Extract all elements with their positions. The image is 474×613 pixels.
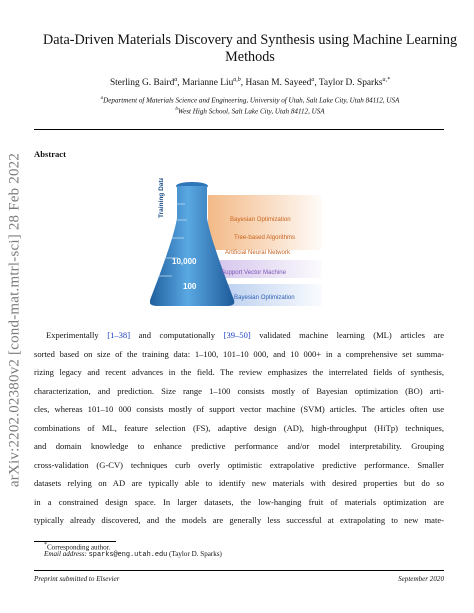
affiliation-sup: b [175, 107, 178, 113]
flask-figure [150, 178, 322, 308]
abstract-text: cross-validation (G-CV) techniques curb overly optimistic extrapolative predictive performance. Smaller [34, 459, 444, 470]
affiliation-text: West High School, Salt Lake City, Utah 84112, USA [177, 107, 325, 116]
flask-label-100: 100 [183, 282, 197, 291]
author-name: , Taylor D. Sparks [314, 78, 383, 89]
arxiv-identifier: arXiv:2202.02380v2 [cond-mat.mtrl-sci] 28 Feb 2022 [6, 152, 23, 488]
citation-link[interactable]: [39–50] [223, 330, 251, 340]
abstract-line [34, 511, 444, 530]
method-label-1: Bayesian Optimization [230, 216, 291, 223]
affiliations [40, 94, 460, 117]
abstract-text: and computationally [130, 330, 224, 340]
abstract-line [34, 363, 444, 382]
author-sup: a,* [382, 77, 391, 83]
abstract-text: datasets relying on AD are typically able to identify new materials with desired properties but do so [34, 478, 444, 489]
top-rule [34, 129, 444, 130]
abstract-line [34, 493, 444, 512]
abstract-text: rizing legacy and recent advances in the field. The review emphasizes the interrelated fields of synthesis, [34, 367, 444, 378]
author-name: Sterling G. Baird [109, 78, 175, 89]
affiliation-text: Department of Materials Science and Engineering, University of Utah, Salt Lake City, Utah 84112, USA [103, 96, 400, 105]
abstract-body [34, 326, 444, 530]
abstract-text: combinations of ML, feature selection (FS), adaptive design (AD), high-throughput (HiTp) techniques, [34, 422, 444, 433]
affiliation [40, 94, 460, 105]
abstract-text: in a constrained design space. In larger datasets, the low-hanging fruit of materials optimization are [34, 496, 444, 507]
abstract-text: Experimentally [46, 330, 108, 340]
footer-preprint: Preprint submitted to Elsevier [34, 575, 120, 583]
method-label-3: Artificial Neural Network [225, 249, 291, 256]
abstract-text: typically already discovered, and the models are generally less successful at extrapolating to new mate- [34, 515, 444, 526]
method-label-5: Bayesian Optimization [234, 294, 295, 301]
axis-label: Training Data [158, 178, 165, 218]
author-sup: a,b [233, 77, 241, 83]
method-label-2: Tree-based Algorithms [234, 234, 296, 241]
affiliation [40, 105, 460, 116]
author-list [40, 77, 460, 88]
citation-link[interactable]: [1–38] [107, 330, 131, 340]
abstract-heading: Abstract [34, 149, 66, 159]
abstract-line [34, 345, 444, 364]
flask-label-10000: 10,000 [172, 257, 197, 266]
abstract-text: and domain knowledge to enhance predictive performance and/or model interpretability. Grouping [34, 441, 444, 452]
footnote-email [44, 550, 222, 559]
method-label-4: Support Vector Machine [221, 269, 287, 276]
abstract-text: sorted based on size of the training data: 1–100, 101–10 000, and 10 000+ in a comprehensive set summa- [34, 348, 444, 359]
abstract-text: validated machine learning (ML) articles are [250, 330, 444, 340]
author-name: , Marianne Liu [177, 78, 234, 89]
abstract-text: characterization, and prediction. Size range 1–100 consists mostly of Bayesian optimization (BO) arti- [34, 385, 444, 396]
arxiv-sidebar [5, 135, 25, 505]
abstract-line [34, 474, 444, 493]
author-name: , Hasan M. Sayeed [240, 78, 312, 89]
affiliation-sup: a [100, 96, 104, 101]
graphical-abstract [150, 178, 322, 308]
author-sup: a [174, 77, 178, 83]
footnote-corresponding-text: Corresponding author. [46, 543, 111, 552]
abstract-line [34, 326, 444, 345]
abstract-line [34, 400, 444, 419]
abstract-line [34, 419, 444, 438]
paper-title: Data-Driven Materials Discovery and Synthesis using Machine Learning Methods [42, 32, 458, 65]
abstract-line [34, 437, 444, 456]
abstract-text: cles, whereas 101–10 000 consists mostly of support vector machine (SVM) articles. The articles often use [34, 404, 444, 415]
email-name: (Taylor D. Sparks) [169, 550, 222, 558]
email-label: Email address: [44, 550, 87, 558]
abstract-line [34, 382, 444, 401]
email-link[interactable]: sparks@eng.utah.edu [88, 551, 168, 559]
footnote-star: * [44, 542, 47, 548]
bottom-rule [34, 570, 444, 571]
abstract-line [34, 456, 444, 475]
footer-date: September 2020 [398, 575, 444, 583]
author-sup: a [311, 77, 315, 83]
